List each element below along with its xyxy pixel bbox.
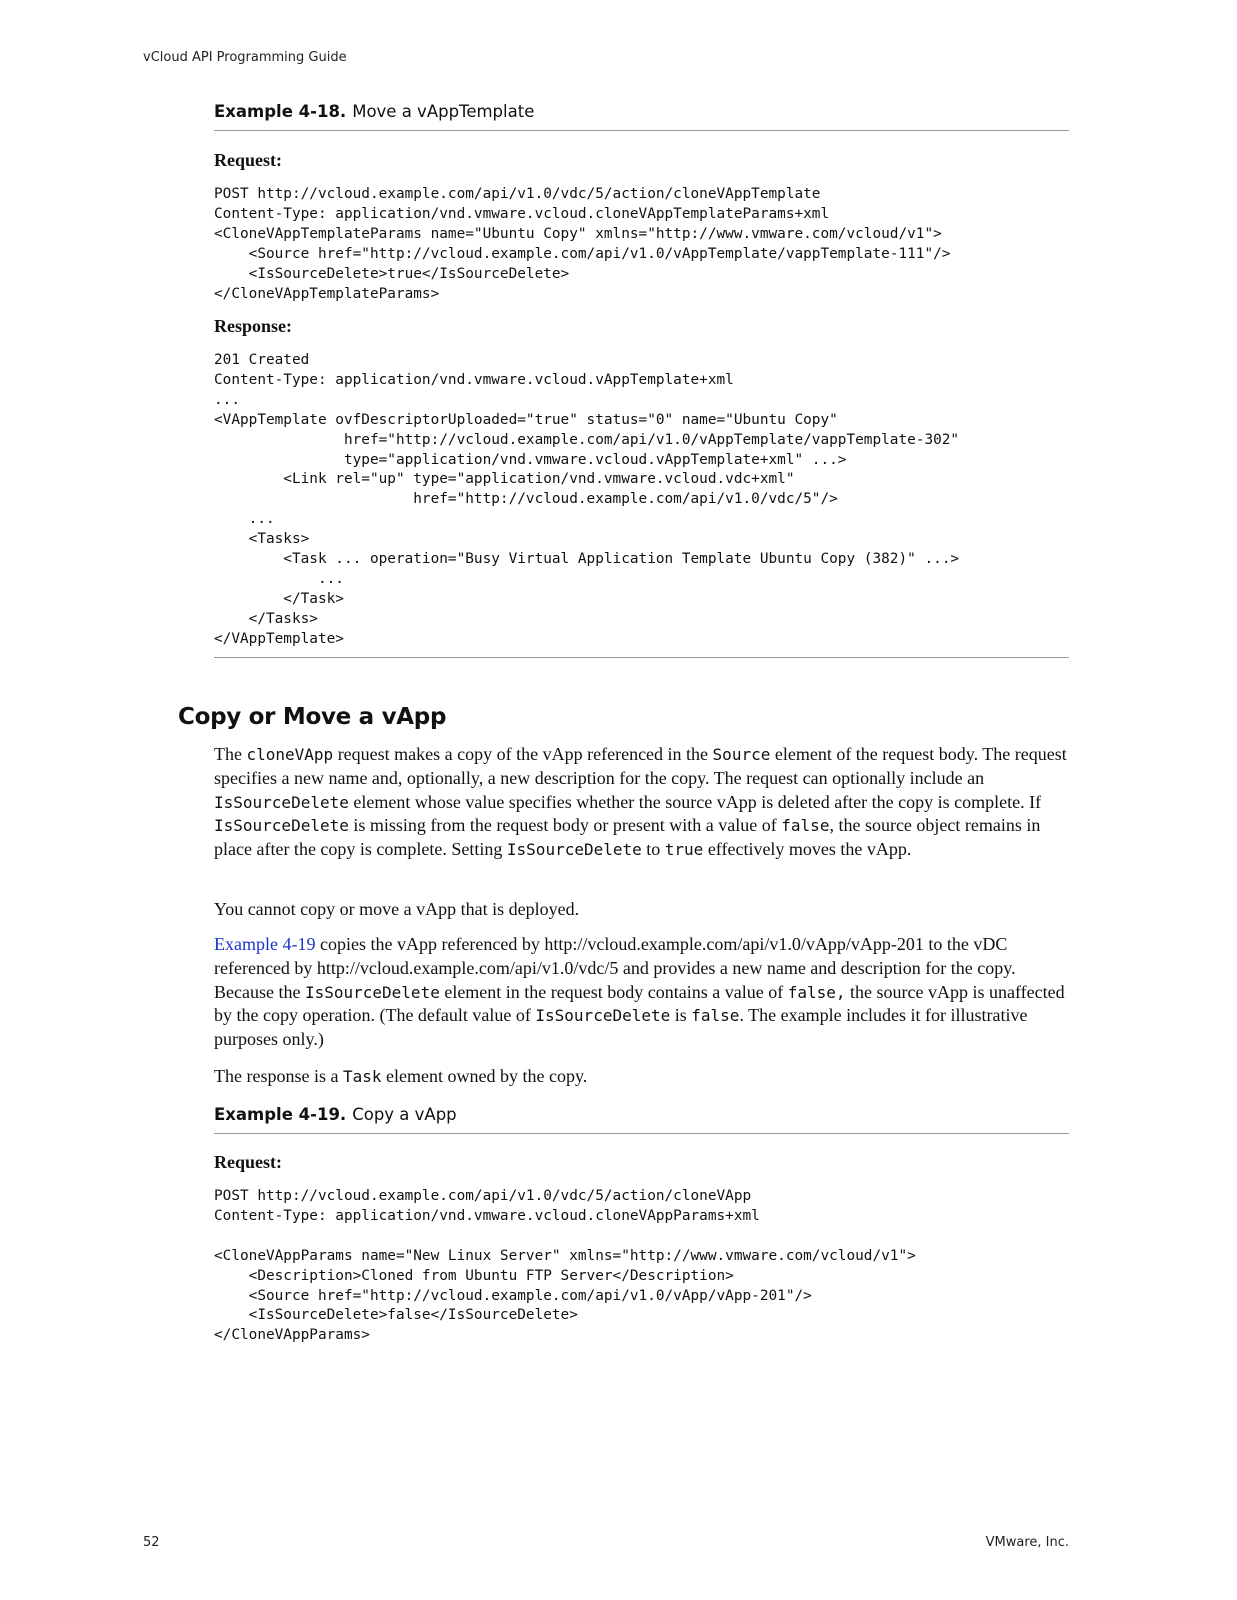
- inline-code: Task: [342, 1067, 382, 1086]
- inline-code: false: [781, 816, 830, 836]
- example-caption-4-19: [214, 1105, 457, 1124]
- paragraph-example-explanation: Example 4-19 copies the vApp referenced by http://vcloud.example.com/api/v1.0/vApp/vApp-201 to the vDC referenced by http://vcloud.example.com/api/v1.0/vdc/5 and provides a new name and description for the copy. Because the IsSourceDelete element in the request body contains a value of false, the source vApp is unaffected by the copy operation. (The default value of IsSourceDelete is false. The example includes it for illustrative purposes only.): [214, 934, 1065, 1050]
- example-end-rule: [214, 657, 1069, 658]
- request-code-block: POST http://vcloud.example.com/api/v1.0/vdc/5/action/cloneVAppTemplate Content-Type: application/vnd.vmware.vcloud.cloneVAppTemplateParams+xml <CloneVAppTemplateParams name="Ubuntu Copy" xmlns="http://www.vmware.com/vcloud/v1"> <Source href="http://vcloud.example.com/api/v1.0/vAppTemplate/vappTemplate-111"/> <IsSourceDelete>true</IsSourceDelete> </CloneVAppTemplateParams>: [214, 186, 951, 302]
- example-title: Move a vAppTemplate: [352, 102, 535, 121]
- inline-code: IsSourceDelete: [304, 982, 440, 1002]
- inline-code: IsSourceDelete: [214, 816, 349, 836]
- example-title: Copy a vApp: [352, 1105, 457, 1124]
- example-caption-4-18: [214, 102, 534, 121]
- request-code-block: POST http://vcloud.example.com/api/v1.0/vdc/5/action/cloneVApp Content-Type: application/vnd.vmware.vcloud.cloneVAppParams+xml <CloneVAppParams name="New Linux Server" xmlns="http://www.vmware.com/vcloud/v1"> <Description>Cloned from Ubuntu FTP Server</Description> <Source href="http://vcloud.example.com/api/v1.0/vApp/vApp-201"/> <IsSourceDelete>false</IsSourceDelete> </CloneVAppParams>: [214, 1188, 916, 1344]
- inline-code: IsSourceDelete: [506, 840, 642, 860]
- request-label: Request:: [214, 150, 282, 170]
- inline-code: false,: [787, 982, 846, 1002]
- inline-code: IsSourceDelete: [214, 792, 349, 812]
- caption-rule: [214, 1133, 1069, 1134]
- caption-rule: [214, 130, 1069, 131]
- running-header: vCloud API Programming Guide: [143, 50, 347, 65]
- request-label: Request:: [214, 1152, 282, 1172]
- example-4-19-link[interactable]: Example 4-19: [214, 934, 316, 954]
- response-code-block: 201 Created Content-Type: application/vnd.vmware.vcloud.vAppTemplate+xml ... <VAppTemplate ovfDescriptorUploaded="true" status="0" name="Ubuntu Copy" href="http://vcloud.example.com/api/v1.0/vAppTemplate/vappTemplate-302" type="application/vnd.vmware.vcloud.vAppTemplate+xml" ...> <Link rel="up" type="application/vnd.vmware.vcloud.vdc+xml" href="http://vcloud.example.com/api/v1.0/vdc/5"/> ... <Tasks> <Task ... operation="Busy Virtual Application Template Ubuntu Copy (382)" ...> ... </Task> </Tasks> </VAppTemplate>: [214, 352, 960, 647]
- paragraph-response-task: The response is a Task element owned by the copy.: [214, 1066, 588, 1086]
- paragraph-deployed-note: You cannot copy or move a vApp that is deployed.: [214, 899, 580, 919]
- inline-code: false: [691, 1006, 740, 1026]
- section-heading: Copy or Move a vApp: [178, 704, 447, 730]
- response-label: Response:: [214, 316, 293, 336]
- example-number: Example 4-19.: [214, 1105, 347, 1124]
- paragraph-clonevapp-description: The cloneVApp request makes a copy of the vApp referenced in the Source element of the request body. The request specifies a new name and, optionally, a new description for the copy. The request can optionally include an IsSourceDelete element whose value specifies whether the source vApp is deleted after the copy is complete. If IsSourceDelete is missing from the request body or present with a value of false, the source object remains in place after the copy is complete. Setting IsSourceDelete to true effectively moves the vApp.: [214, 744, 1067, 860]
- inline-code: Source: [712, 745, 771, 764]
- inline-code: true: [664, 840, 704, 860]
- inline-code: cloneVApp: [246, 745, 334, 764]
- page-number: 52: [143, 1535, 160, 1550]
- footer-company: VMware, Inc.: [985, 1535, 1069, 1550]
- example-number: Example 4-18.: [214, 102, 347, 121]
- inline-code: IsSourceDelete: [535, 1006, 671, 1026]
